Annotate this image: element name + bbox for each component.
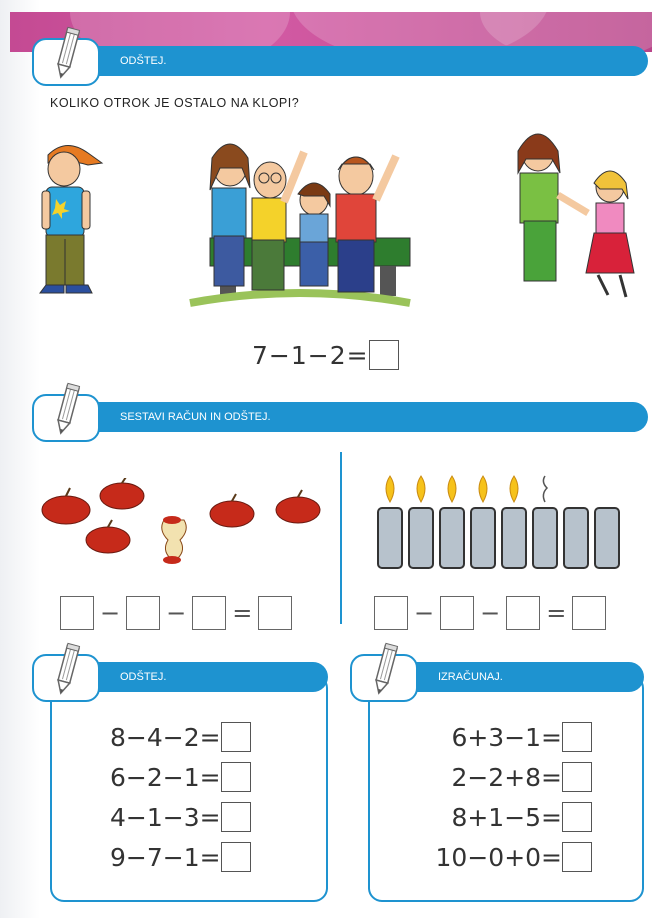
equation-text: 8+1−5= (451, 803, 562, 832)
section-title: ODŠTEJ. (120, 55, 167, 67)
apple-icon (42, 488, 90, 524)
section-title: ODŠTEJ. (120, 671, 167, 683)
section-title: IZRAČUNAJ. (438, 671, 503, 683)
section-bar-1 (40, 46, 648, 76)
equation-text: 8−4−2= (110, 723, 221, 752)
answer-box[interactable] (562, 802, 592, 832)
operator: = (232, 599, 253, 627)
question-text: KOLIKO OTROK JE OSTALO NA KLOPI? (50, 96, 300, 110)
candle-icon (533, 476, 557, 568)
section-title: SESTAVI RAČUN IN ODŠTEJ. (120, 411, 271, 423)
pencil-icon (370, 642, 400, 698)
answer-box[interactable] (221, 762, 251, 792)
blank-equation-apples (60, 596, 292, 630)
equation-text: 9−7−1= (110, 843, 221, 872)
answer-box[interactable] (506, 596, 540, 630)
answer-box[interactable] (258, 596, 292, 630)
answer-box[interactable] (221, 842, 251, 872)
equation-row (110, 798, 251, 838)
apple-icon (210, 494, 254, 527)
operator: = (546, 599, 567, 627)
candle-icon (564, 508, 588, 568)
section-bar-2 (40, 402, 648, 432)
candle-icon (502, 476, 526, 568)
operator: − (480, 599, 501, 627)
answer-box[interactable] (221, 802, 251, 832)
operator: − (166, 599, 187, 627)
apple-icon (276, 490, 320, 523)
equation-text: 6−2−1= (110, 763, 221, 792)
equation-row (412, 718, 592, 758)
pencil-tab (32, 654, 100, 702)
equation-text: 6+3−1= (451, 723, 562, 752)
candle-icon (595, 508, 619, 568)
section-divider (340, 452, 342, 624)
equation-row (412, 758, 592, 798)
answer-box[interactable] (440, 596, 474, 630)
boy-illustration (26, 135, 106, 315)
candles-illustration (372, 458, 622, 573)
children-on-bench-illustration (180, 118, 420, 328)
answer-box[interactable] (60, 596, 94, 630)
blank-equation-candles (374, 596, 606, 630)
apple-core-icon (162, 516, 187, 564)
operator: − (414, 599, 435, 627)
equation-row (412, 798, 592, 838)
equation-text: 10−0+0= (435, 843, 562, 872)
equation-text: 7−1−2= (252, 341, 369, 370)
answer-box[interactable] (192, 596, 226, 630)
apples-illustration (36, 478, 336, 568)
equation-row (252, 340, 399, 370)
answer-box[interactable] (562, 842, 592, 872)
subtract-equation-list (110, 718, 251, 878)
calculate-equation-list (412, 718, 592, 878)
candle-icon (471, 476, 495, 568)
answer-box[interactable] (221, 722, 251, 752)
pencil-tab (32, 394, 100, 442)
answer-box[interactable] (562, 722, 592, 752)
equation-text: 4−1−3= (110, 803, 221, 832)
answer-box[interactable] (369, 340, 399, 370)
candle-icon (409, 476, 433, 568)
woman-and-girl-illustration (500, 125, 640, 310)
answer-box[interactable] (374, 596, 408, 630)
equation-text: 2−2+8= (451, 763, 562, 792)
equation-row (110, 718, 251, 758)
equation-row (110, 758, 251, 798)
operator: − (100, 599, 121, 627)
pencil-tab (32, 38, 100, 86)
answer-box[interactable] (572, 596, 606, 630)
pencil-icon (52, 382, 82, 438)
pencil-icon (52, 26, 82, 82)
equation-row (110, 838, 251, 878)
equation-row (412, 838, 592, 878)
pencil-tab (350, 654, 418, 702)
apple-icon (100, 478, 144, 509)
candle-icon (378, 476, 402, 568)
pencil-icon (52, 642, 82, 698)
answer-box[interactable] (562, 762, 592, 792)
candle-icon (440, 476, 464, 568)
answer-box[interactable] (126, 596, 160, 630)
apple-icon (86, 520, 130, 553)
